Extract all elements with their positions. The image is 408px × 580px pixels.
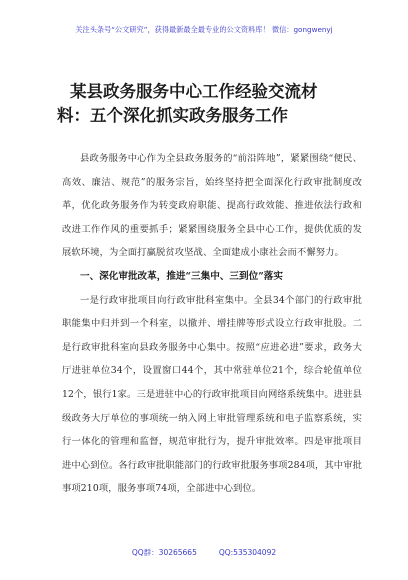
document-body (62, 147, 362, 501)
intro-paragraph: 县政务服务中心作为全县政务服务的“前沿阵地”，紧紧围绕“便民、高效、廉洁、规范”的服务宗旨，始终坚持把全面深化行政审批制度改革，优化政务服务作为转变政府职能、提高行政效能、推进依法行政和改进工作作风的重要抓手；紧紧围绕服务全县中心工作，提供优质的发展软环境，为全面打赢脱贫攻坚战、全面建成小康社会而不懈努力。 (62, 153, 362, 259)
section-1-paragraph: 一是行政审批项目向行政审批科室集中。全县34个部门的行政审批职能集中归并到一个科室，以撤并、增挂牌等形式设立行政审批股。二是行政审批科室向县政务服务中心集中。按照“应进必进”要求，政务大厅进驻单位34个，设置窗口44个，其中常驻单位21个，综合轮值单位12个，银行1家。三是进驻中心的行政审批项目向网络系统集中。进驻县级政务大厅单位的事项统一纳入网上审批管理系统和电子监察系统，实行一体化的管理和监督，规范审批行为，提升审批效率。四是审批项目进中心到位。各行政审批职能部门的行政审批服务事项284项，其中审批事项210项，服务事项74项，全部进中心到位。 (62, 294, 362, 495)
footer-qq: QQ:535304092 (218, 548, 277, 557)
footer-contact-note (0, 547, 408, 558)
document-title (57, 80, 370, 128)
section-1-heading: 一、深化审批改革，推进“三集中、三到位”落实 (80, 270, 283, 282)
footer-qq-group: QQ群：30265665 (131, 548, 197, 557)
header-promo-note: 关注头条号“公文研究”，获得最新最全最专业的公文资料库！ 微信：gongwenyj (75, 25, 333, 34)
title-line-2: 料：五个深化抓实政务服务工作 (57, 106, 288, 125)
title-line-1: 某县政务服务中心工作经验交流材 (70, 82, 318, 101)
